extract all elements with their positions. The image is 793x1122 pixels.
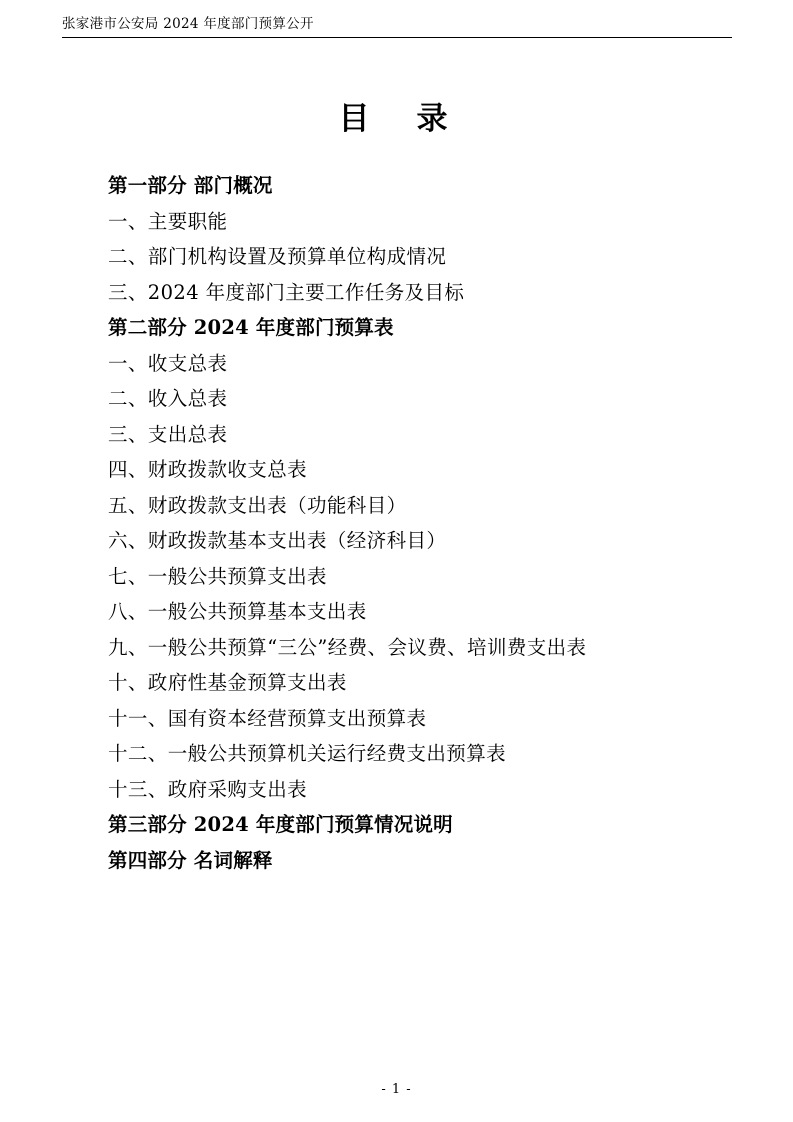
toc-item-entry[interactable]: 一、收支总表	[108, 351, 228, 375]
toc-part-entry[interactable]: 第三部分 2024 年度部门预算情况说明	[108, 813, 453, 836]
toc-item-entry[interactable]: 十、政府性基金预算支出表	[108, 671, 347, 694]
toc-item-entry[interactable]: 九、一般公共预算“三公”经费、会议费、培训费支出表	[108, 635, 587, 659]
toc-item-entry[interactable]: 十二、一般公共预算机关运行经费支出预算表	[108, 742, 507, 765]
toc-item-entry[interactable]: 十三、政府采购支出表	[108, 777, 308, 801]
page-footer	[0, 1082, 793, 1097]
page-number: - 1 -	[381, 1082, 412, 1097]
page-content	[62, 96, 732, 878]
header-title: 张家港市公安局 2024 年度部门预算公开	[62, 16, 314, 32]
toc-item-entry[interactable]: 三、支出总表	[108, 422, 228, 446]
toc-item-entry[interactable]: 十一、国有资本经营预算支出预算表	[108, 706, 427, 730]
toc-item-entry[interactable]: 一、主要职能	[108, 209, 228, 233]
toc-item-entry[interactable]: 三、2024 年度部门主要工作任务及目标	[108, 280, 465, 304]
page-header	[62, 14, 732, 38]
toc-item-entry[interactable]: 六、财政拨款基本支出表（经济科目）	[108, 529, 447, 552]
toc-part-entry[interactable]: 第一部分 部门概况	[108, 174, 273, 197]
page-title: 目 录	[338, 101, 456, 137]
toc-item-entry[interactable]: 五、财政拨款支出表（功能科目）	[108, 493, 407, 517]
toc-item-entry[interactable]: 七、一般公共预算支出表	[108, 564, 327, 588]
toc-item-entry[interactable]: 二、收入总表	[108, 387, 228, 410]
toc-part-entry[interactable]: 第四部分 名词解释	[108, 848, 273, 872]
header-divider	[62, 37, 732, 38]
toc-item-entry[interactable]: 八、一般公共预算基本支出表	[108, 600, 367, 623]
toc-part-entry[interactable]: 第二部分 2024 年度部门预算表	[108, 316, 394, 339]
toc-item-entry[interactable]: 四、财政拨款收支总表	[108, 458, 308, 481]
table-of-contents	[62, 168, 732, 878]
toc-item-entry[interactable]: 二、部门机构设置及预算单位构成情况	[108, 245, 447, 268]
